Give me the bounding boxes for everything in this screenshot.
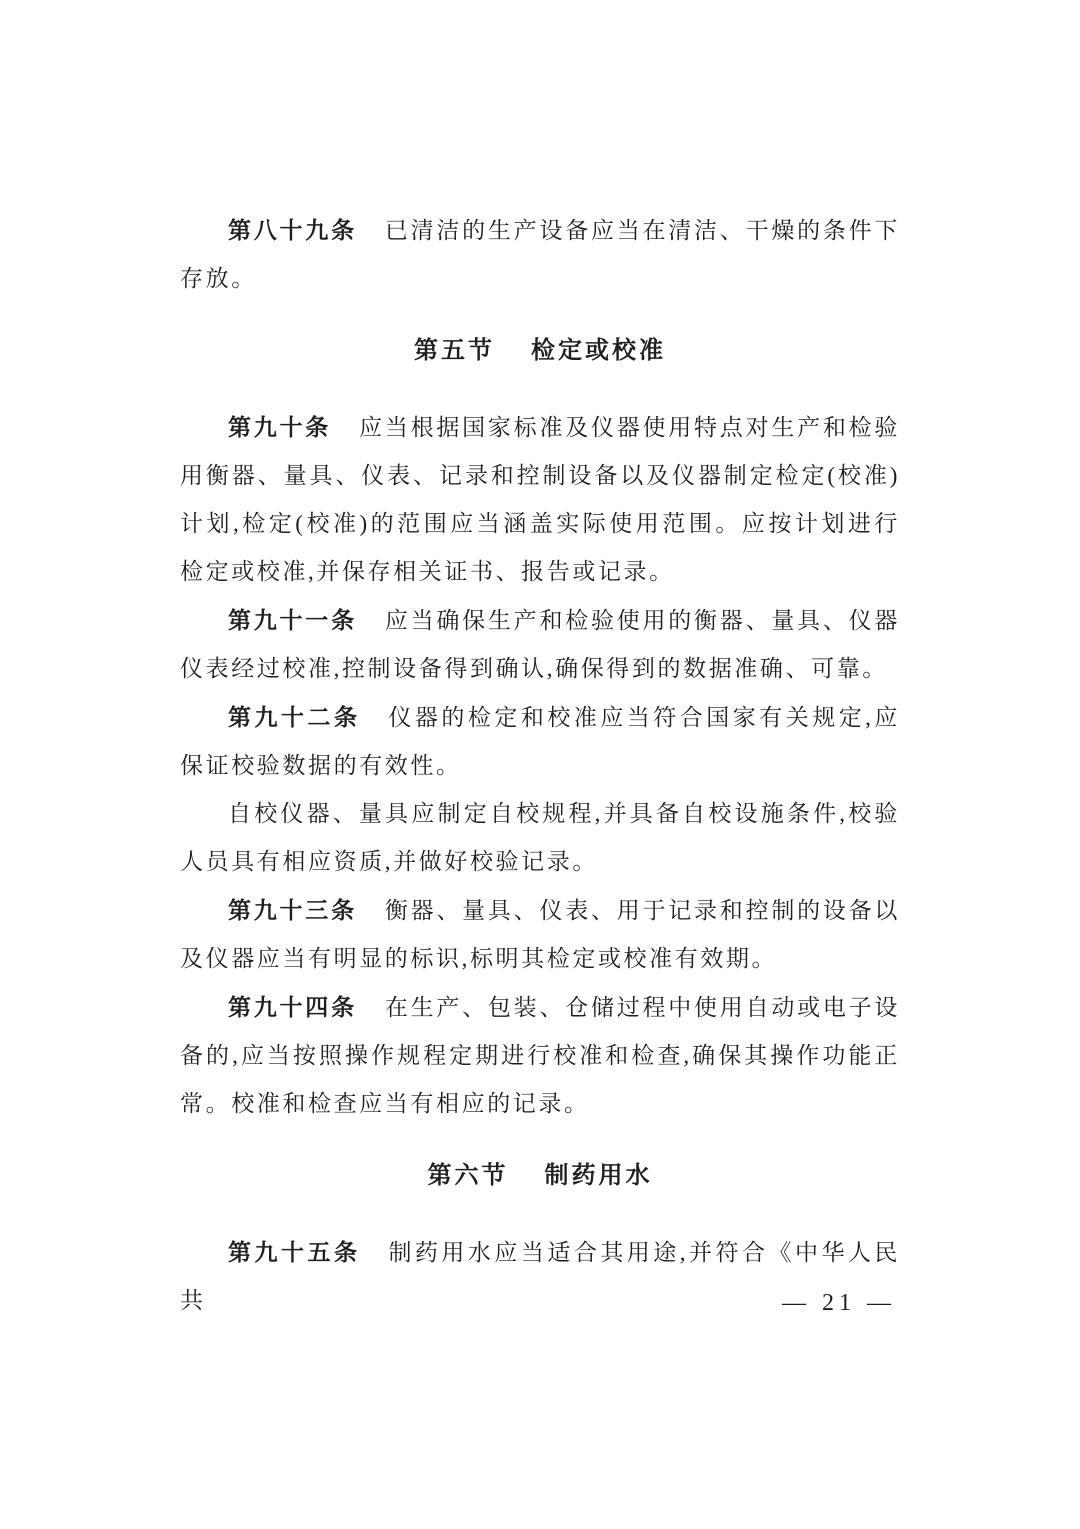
section-label: 第五节 (414, 338, 495, 364)
article-number: 第九十三条 (228, 897, 357, 923)
article-paragraph (180, 403, 900, 596)
article-text: 已清洁的生产设备应当在清洁、干燥的条件下存放。 (180, 218, 901, 291)
article-number: 第九十一条 (228, 607, 357, 633)
article-paragraph (180, 983, 900, 1128)
article-number: 第九十四条 (228, 994, 357, 1020)
article-paragraph (180, 693, 900, 790)
article-number: 第九十条 (228, 414, 332, 440)
page-footer (782, 1290, 896, 1317)
article-text: 自校仪器、量具应制定自校规程,并具备自校设施条件,校验人员具有相应资质,并做好校验记录。 (180, 801, 900, 874)
section-title: 制药用水 (544, 1163, 653, 1189)
section-heading (180, 1152, 900, 1200)
article-paragraph (180, 886, 900, 983)
body-paragraph (180, 790, 900, 886)
page-number: — 21 — (782, 1290, 896, 1316)
section-heading (180, 327, 900, 375)
article-text: 应当确保生产和检验使用的衡器、量具、仪器仪表经过校准,控制设备得到确认,确保得到的数据准确、可靠。 (180, 608, 901, 681)
article-text: 仪器的检定和校准应当符合国家有关规定,应保证校验数据的有效性。 (180, 705, 901, 778)
article-paragraph (180, 596, 900, 693)
article-text: 制药用水应当适合其用途,并符合《中华人民共 (180, 1240, 901, 1313)
article-number: 第九十二条 (228, 704, 361, 730)
article-number: 第八十九条 (228, 217, 357, 243)
article-text: 应当根据国家标准及仪器使用特点对生产和检验用衡器、量具、仪表、记录和控制设备以及仪器制定检定(校准)计划,检定(校准)的范围应当涵盖实际使用范围。应按计划进行检定或校准,并保存相关证书、报告或记录。 (180, 415, 900, 584)
article-paragraph (180, 206, 900, 303)
section-title: 检定或校准 (531, 338, 666, 364)
article-number: 第九十五条 (228, 1239, 361, 1265)
article-text: 在生产、包装、仓储过程中使用自动或电子设备的,应当按照操作规程定期进行校准和检查,确保其操作功能正常。校准和检查应当有相应的记录。 (180, 995, 901, 1116)
section-label: 第六节 (427, 1163, 509, 1189)
article-text: 衡器、量具、仪表、用于记录和控制的设备以及仪器应当有明显的标识,标明其检定或校准有效期。 (180, 898, 901, 971)
